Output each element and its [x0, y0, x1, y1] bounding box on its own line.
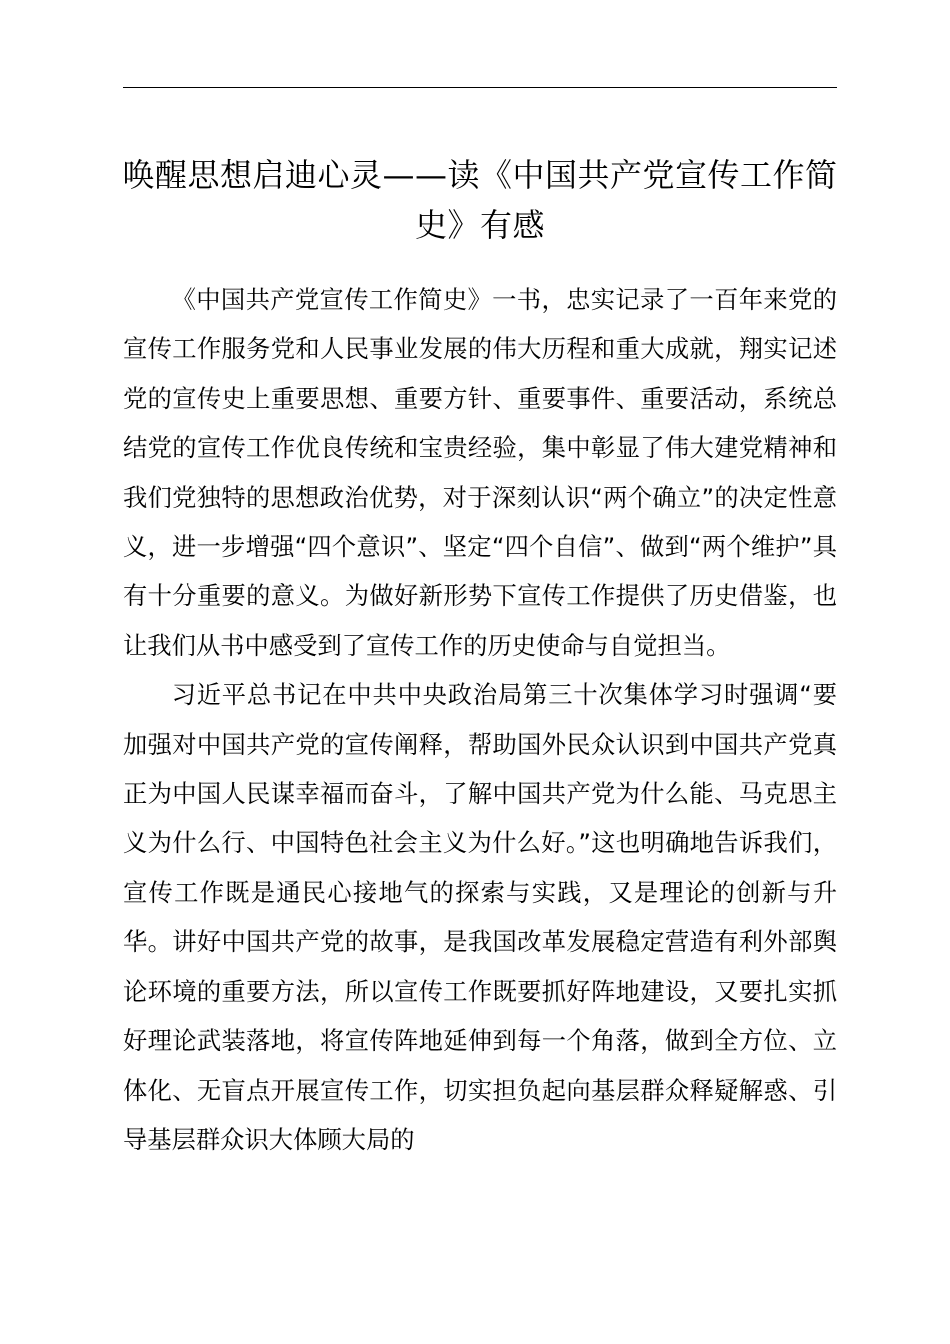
paragraph-2: 习近平总书记在中共中央政治局第三十次集体学习时强调“要加强对中国共产党的宣传阐释，帮助国外民众认识到中国共产党真正为中国人民谋幸福而奋斗，了解中国共产党为什么能、马克思主义为什么行、中国特色社会主义为什么好。”这也明确地告诉我们，宣传工作既是通民心接地气的探索与实践，又是理论的创新与升华。讲好中国共产党的故事，是我国改革发展稳定营造有利外部舆论环境的重要方法，所以宣传工作既要抓好阵地建设，又要扎实抓好理论武装落地，将宣传阵地延伸到每一个角落，做到全方位、立体化、无盲点开展宣传工作，切实担负起向基层群众释疑解惑、引导基层群众识大体顾大局的: [123, 680, 837, 1154]
document-body: [123, 275, 837, 1164]
paragraph-1: 《中国共产党宣传工作简史》一书，忠实记录了一百年来党的宣传工作服务党和人民事业发展的伟大历程和重大成就，翔实记述党的宣传史上重要思想、重要方针、重要事件、重要活动，系统总结党的宣传工作优良传统和宝贵经验，集中彰显了伟大建党精神和我们党独特的思想政治优势，对于深刻认识“两个确立”的决定性意义，进一步增强“四个意识”、坚定“四个自信”、做到“两个维护”具有十分重要的意义。为做好新形势下宣传工作提供了历史借鉴，也让我们从书中感受到了宣传工作的历史使命与自觉担当。: [123, 285, 837, 660]
document-title: 唤醒思想启迪心灵——读《中国共产党宣传工作简史》有感: [122, 156, 838, 244]
header-rule: [123, 87, 837, 88]
